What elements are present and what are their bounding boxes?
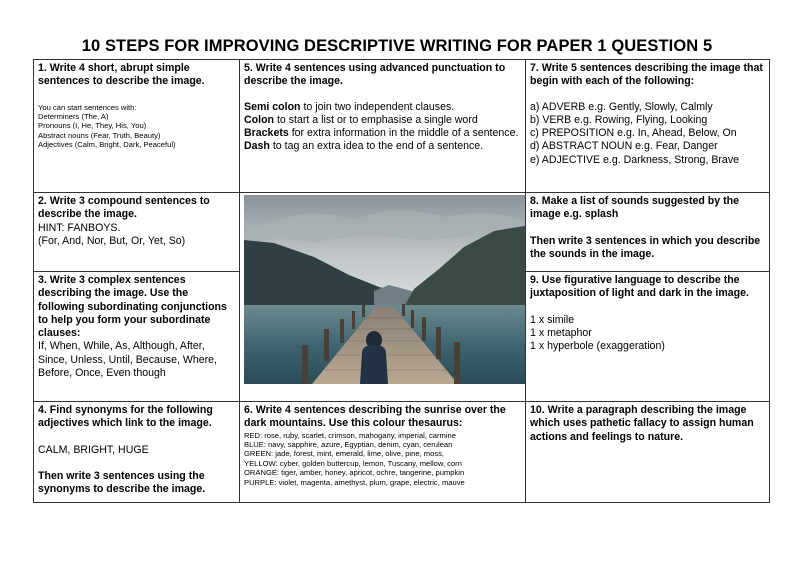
- step-1-line: Pronouns (I, He, They, His, You): [38, 121, 147, 131]
- colour-line-purple: PURPLE: violet, magenta, amethyst, plum, grape, electric, mauve: [244, 477, 465, 487]
- step-9-item: 1 x hyperbole (exaggeration): [530, 340, 665, 353]
- step-2-line: HINT: FANBOYS.: [38, 221, 121, 234]
- step-6-cell: [240, 402, 526, 503]
- colour-line-green: GREEN: jade, forest, mint, emerald, lime, olive, pine, moss,: [244, 449, 445, 459]
- step-1-line: You can start sentences with:: [38, 102, 137, 112]
- step-4-cell: [34, 402, 240, 503]
- step-3-cell: [34, 272, 240, 402]
- term-dash: Dash: [244, 140, 270, 153]
- term-colon: Colon: [244, 113, 275, 126]
- step-5-cell: [240, 60, 526, 193]
- colour-line-red: RED: rose, ruby, scarlet, crimson, mahogany, imperial, carmine: [244, 430, 456, 440]
- step-1-line: Abstract nouns (Fear, Truth, Beauty): [38, 130, 161, 140]
- step-5-item-text: for extra information in the middle of a sentence.: [288, 127, 519, 140]
- step-5-heading: 5. Write 4 sentences using advanced punctuation to describe the image.: [244, 62, 506, 88]
- step-5-item: [244, 140, 521, 153]
- step-4-words: CALM, BRIGHT, HUGE: [38, 443, 149, 456]
- step-9-item: 1 x simile: [530, 313, 575, 326]
- step-10-heading: 10. Write a paragraph describing the image which uses pathetic fallacy to assign human actions and feelings to nature.: [530, 404, 754, 443]
- step-1-line: Determiners (The, A): [38, 112, 109, 121]
- lake-pier-image: [244, 195, 526, 384]
- step-7-item: e) ADJECTIVE e.g. Darkness, Strong, Brave: [530, 153, 740, 166]
- step-7-item: a) ADVERB e.g. Gently, Slowly, Calmly: [530, 100, 713, 113]
- step-7-item: d) ABSTRACT NOUN e.g. Fear, Danger: [530, 140, 718, 153]
- term-semi-colon: Semi colon: [244, 100, 301, 113]
- step-7-item: b) VERB e.g. Rowing, Flying, Looking: [530, 113, 708, 126]
- step-1-line: Adjectives (Calm, Bright, Dark, Peaceful): [38, 140, 176, 150]
- step-2-heading: 2. Write 3 compound sentences to describe the image.: [38, 195, 210, 221]
- step-3-conjunctions: If, When, While, As, Although, After, Since, Unless, Until, Because, Where, Before, Once, Even though: [38, 340, 217, 380]
- step-5-item-text: to start a list or to emphasise a single word: [274, 113, 478, 126]
- step-3-heading: 3. Write 3 complex sentences describing the image. Use the following subordinating conjunctions to help you form your subordinate clauses:: [38, 274, 227, 340]
- step-8-heading: 8. Make a list of sounds suggested by the image e.g. splash: [530, 195, 739, 221]
- step-7-cell: [526, 60, 770, 193]
- step-2-cell: [34, 193, 240, 272]
- colour-line-orange: ORANGE: tiger, amber, honey, apricot, ochre, tangerine, pumpkin: [244, 468, 465, 478]
- step-8-cell: [526, 193, 770, 272]
- page-title: 10 STEPS FOR IMPROVING DESCRIPTIVE WRITING FOR PAPER 1 QUESTION 5: [81, 37, 713, 55]
- term-brackets: Brackets: [244, 127, 289, 140]
- step-4-heading: 4. Find synonyms for the following adjectives which link to the image.: [38, 404, 213, 430]
- step-4-heading-2: Then write 3 sentences using the synonyms to describe the image.: [38, 469, 206, 496]
- step-5-item: [244, 127, 521, 140]
- step-5-item-text: to join two independent clauses.: [300, 100, 455, 113]
- step-9-cell: [526, 272, 770, 402]
- step-5-item: [244, 114, 521, 127]
- step-1-heading: 1. Write 4 short, abrupt simple sentences to describe the image.: [38, 62, 205, 88]
- step-5-item: [244, 101, 521, 114]
- step-9-heading: 9. Use figurative language to describe the juxtaposition of light and dark in the image.: [530, 274, 749, 300]
- step-1-cell: [34, 60, 240, 193]
- colour-line-blue: BLUE: navy, sapphire, azure, Egyptian, denim, cyan, cerulean: [244, 440, 453, 449]
- colour-line-yellow: YELLOW: cyber, golden buttercup, lemon, Tuscany, mellow, corn: [244, 458, 462, 468]
- step-6-heading: 6. Write 4 sentences describing the sunrise over the dark mountains. Use this colour thesaurus:: [244, 404, 506, 430]
- steps-grid: [33, 59, 770, 503]
- step-2-line: (For, And, Nor, But, Or, Yet, So): [38, 234, 186, 247]
- step-9-item: 1 x metaphor: [530, 326, 592, 339]
- step-10-cell: [526, 402, 770, 503]
- step-7-item: c) PREPOSITION e.g. In, Ahead, Below, On: [530, 127, 737, 140]
- step-8-heading-2: Then write 3 sentences in which you describe the sounds in the image.: [530, 234, 761, 260]
- step-7-heading: 7. Write 5 sentences describing the image that begin with each of the following:: [530, 62, 763, 88]
- lake-pier-photo: [240, 193, 526, 402]
- step-5-item-text: to tag an extra idea to the end of a sentence.: [269, 140, 484, 153]
